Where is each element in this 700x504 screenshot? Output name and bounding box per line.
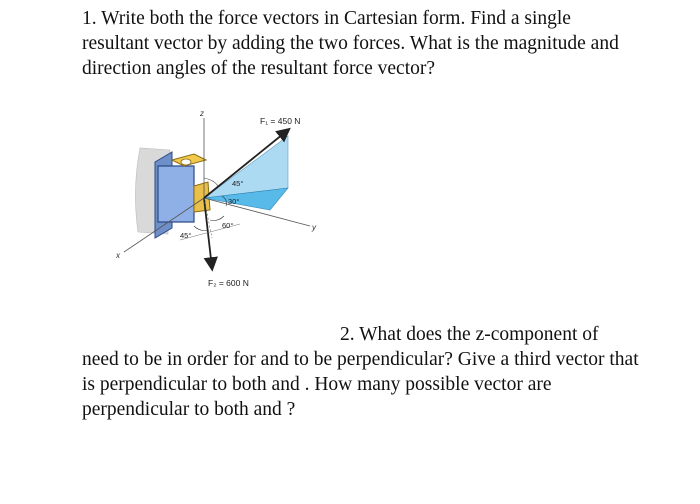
question-2-first-line: 2. What does the z-component of xyxy=(340,324,599,345)
force-diagram xyxy=(110,100,350,300)
angle-label-60: 60° xyxy=(222,221,234,230)
axis-label-z: z xyxy=(200,109,204,118)
question-2-rest: need to be in order for and to be perpendicular? Give a third vector that is perpendicular to both and . How many possible vector are perpendicular to both and ? xyxy=(82,349,639,420)
angle-label-45-upper: 45° xyxy=(232,179,244,188)
question-1-text: 1. Write both the force vectors in Cartesian form. Find a single resultant vector by adding the two forces. What is the magnitude and direction angles of the resultant force vector? xyxy=(82,8,619,79)
axis-label-x: x xyxy=(116,251,120,260)
question-2-text xyxy=(82,322,642,422)
angle-arc-60 xyxy=(210,216,224,221)
force-diagram-svg xyxy=(110,100,350,300)
angle-arc-45-lower xyxy=(194,226,208,231)
bracket-plate xyxy=(158,166,194,222)
angle-label-30: 30° xyxy=(228,197,240,206)
axis-label-y: y xyxy=(312,223,316,232)
force-2-label: F₂ = 600 N xyxy=(208,278,249,288)
angle-label-45-lower: 45° xyxy=(180,231,192,240)
bracket-bolt xyxy=(181,159,191,165)
force-1-label: F₁ = 450 N xyxy=(260,116,301,126)
